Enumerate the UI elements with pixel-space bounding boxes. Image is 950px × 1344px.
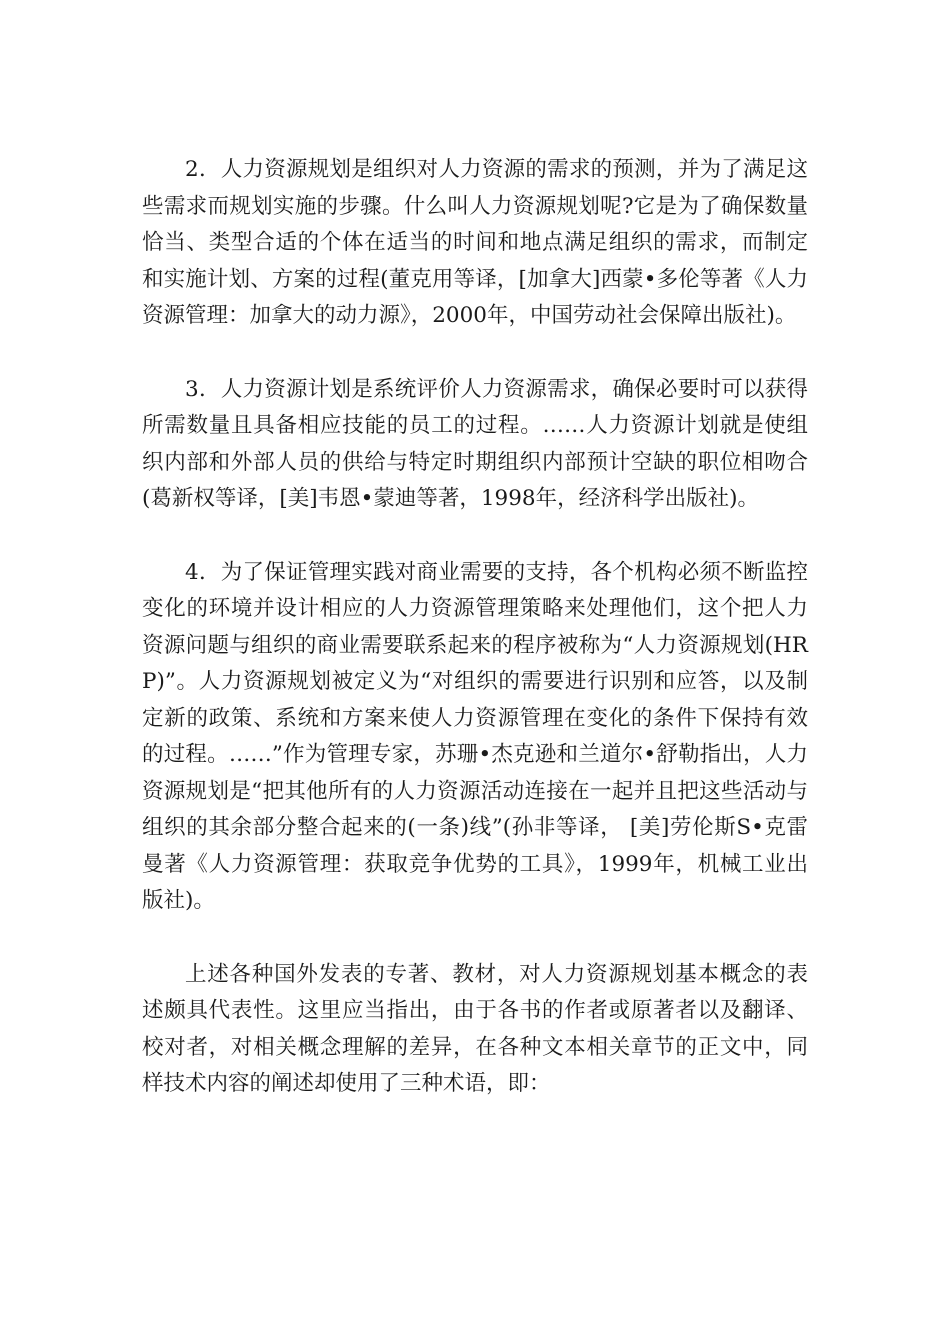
document-body (142, 152, 808, 1103)
paragraph-definition-2: 2．人力资源规划是组织对人力资源的需求的预测，并为了满足这些需求而规划实施的步骤。什么叫人力资源规划呢?它是为了确保数量恰当、类型合适的个体在适当的时间和地点满足组织的需求，而制定和实施计划、方案的过程(董克用等译，[加拿大]西蒙•多伦等著《人力资源管理：加拿大的动力源》，2000年，中国劳动社会保障出版社)。 (142, 157, 808, 328)
paragraph-definition-3: 3．人力资源计划是系统评价人力资源需求，确保必要时可以获得所需数量且具备相应技能的员工的过程。……人力资源计划就是使组织内部和外部人员的供给与特定时期组织内部预计空缺的职位相吻合(葛新权等译，[美]韦恩•蒙迪等著，1998年，经济科学出版社)。 (142, 376, 808, 511)
paragraph-summary: 上述各种国外发表的专著、教材，对人力资源规划基本概念的表述颇具代表性。这里应当指出，由于各书的作者或原著者以及翻译、校对者，对相关概念理解的差异，在各种文本相关章节的正文中，同样技术内容的阐述却使用了三种术语，即： (142, 961, 808, 1096)
paragraph-definition-4: 4．为了保证管理实践对商业需要的支持，各个机构必须不断监控变化的环境并设计相应的人力资源管理策略来处理他们，这个把人力资源问题与组织的商业需要联系起来的程序被称为“人力资源规划(HRP)”。人力资源规划被定义为“对组织的需要进行识别和应答，以及制定新的政策、系统和方案来使人力资源管理在变化的条件下保持有效的过程。……”作为管理专家，苏珊•杰克逊和兰道尔•舒勒指出，人力资源规划是“把其他所有的人力资源活动连接在一起并且把这些活动与组织的其余部分整合起来的(一条)线”(孙非等译， [美]劳伦斯S•克雷曼著《人力资源管理：获取竞争优势的工具》，1999年，机械工业出版社)。 (142, 559, 808, 913)
